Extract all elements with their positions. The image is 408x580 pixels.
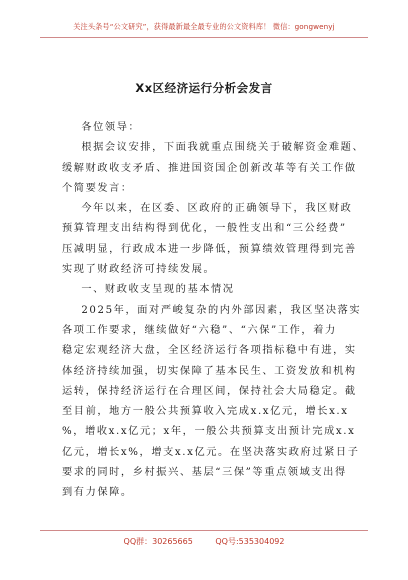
- body-line: 压减明显，行政成本进一步降低，预算绩效管理得到完善: [62, 243, 357, 255]
- footer: [0, 536, 408, 547]
- body-line: 各项工作要求，继续做好“六稳”、“六保”工作，着力: [62, 324, 337, 336]
- footer-divider: [40, 530, 368, 531]
- body-line: 2025年，面对严峻复杂的内外部因素，我区坚决落实: [62, 304, 362, 316]
- body-line: 要求的同时，乡村振兴、基层“三保”等重点领域支出得: [62, 467, 347, 479]
- footer-qq-number: QQ号:535304092: [215, 537, 285, 546]
- header-divider: [40, 37, 368, 38]
- body-line: 至目前，地方一般公共预算收入完成x.x亿元，增长x.x: [62, 406, 349, 418]
- body-line: 今年以来，在区委、区政府的正确领导下，我区财政: [62, 203, 353, 215]
- body-line: 根据会议安排，下面我就重点围绕关于破解资金难题、: [62, 142, 365, 154]
- body-line: 个简要发言：: [62, 182, 133, 194]
- body-line: %，增收x.x亿元；x年，一般公共预算支出预计完成x.x: [62, 426, 356, 438]
- body-line: 实现了财政经济可持续发展。: [62, 264, 216, 276]
- section-heading: 一、财政收支呈现的基本情况: [62, 284, 235, 296]
- header-banner: 关注头条号“公文研究”，获得最新最全最专业的公文资料库！ 微信：gongwenyj: [73, 22, 335, 31]
- footer-qq-group: QQ群：30265665: [123, 537, 193, 546]
- body-line: 体经济持续加强，切实保障了基本民生、工资发放和机构: [62, 365, 357, 377]
- body-line: 亿元，增长x%，增支x.x亿元。在坚决落实政府过紧日子: [62, 446, 360, 458]
- body-line: 到有力保障。: [62, 487, 133, 499]
- body-line: 各位领导：: [62, 122, 141, 133]
- body-line: 缓解财政收支矛盾、推进国资国企创新改革等有关工作做: [62, 162, 357, 174]
- document-body: [62, 118, 365, 504]
- body-line: 运转，保持经济运行在合理区间，保持社会大局稳定。截: [62, 385, 357, 397]
- body-line: 预算管理支出结构得到优化，一般性支出和“三公经费”: [62, 223, 347, 235]
- body-line: 稳定宏观经济大盘，全区经济运行各项指标稳中有进，实: [62, 345, 357, 357]
- document-title: Xx区经济运行分析会发言: [135, 81, 273, 95]
